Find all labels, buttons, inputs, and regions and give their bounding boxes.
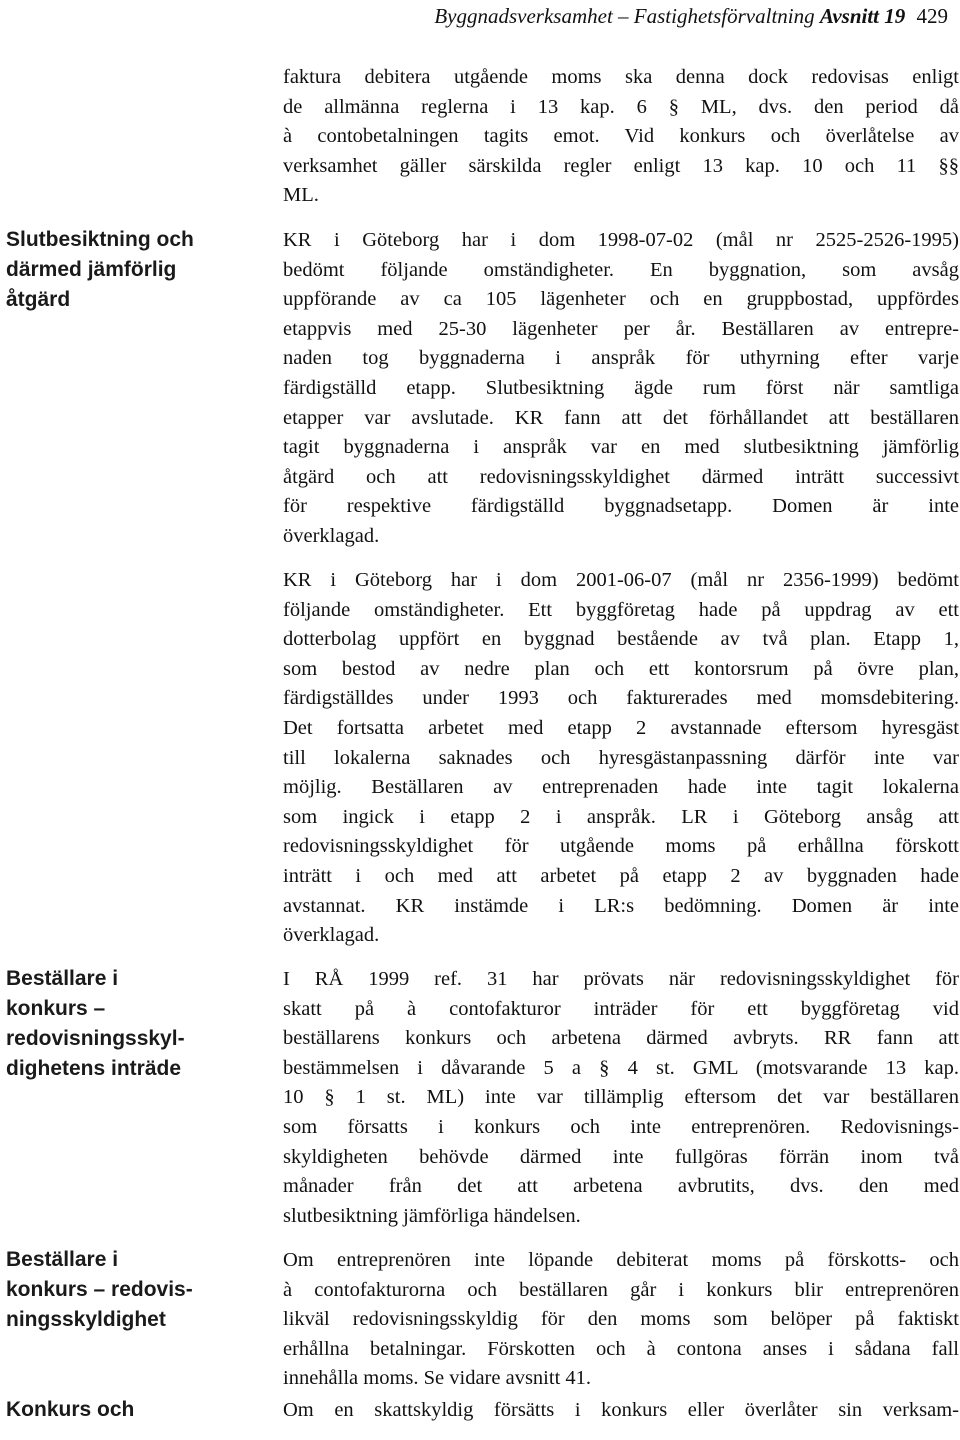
text-line: bedömt följande omständigheter. En byggnation, som avsåg: [283, 258, 959, 281]
text-line: dotterbolag uppfört en byggnad bestående av två plan. Etapp 1,: [283, 628, 959, 651]
paragraph: [283, 1246, 959, 1394]
text-line: tagit byggnaderna i anspråk var en med slutbesiktning jämförlig: [283, 436, 959, 459]
body-text: [283, 1396, 959, 1426]
text-line: Det fortsatta arbetet med etapp 2 avstannade eftersom hyresgäst: [283, 716, 959, 739]
text-line: skatt på à contofakturor inträder för ett byggföretag vid: [283, 997, 959, 1020]
text-line: à contobetalningen tagits emot. Vid konkurs och överlåtelse av: [283, 125, 959, 148]
text-line: KR i Göteborg har i dom 2001-06-07 (mål nr 2356-1999) bedömt: [283, 569, 959, 591]
body-text: [283, 566, 959, 951]
text-line: som bestod av nedre plan och ett kontorsrum på övre plan,: [283, 657, 959, 680]
text-line: avstannat. KR instämde i LR:s bedömning. Domen är inte: [283, 894, 959, 917]
paragraph: [283, 63, 959, 211]
paragraph: [283, 1396, 959, 1426]
text-line: för respektive färdigställd byggnadsetapp. Domen är inte: [283, 495, 959, 518]
text-line: som ingick i etapp 2 i anspråk. LR i Göteborg ansåg att: [283, 805, 959, 828]
body-text: [283, 965, 959, 1231]
text-line: faktura debitera utgående moms ska denna dock redovisas enligt: [283, 66, 959, 88]
margin-heading-line: redovisningsskyl-: [6, 1027, 185, 1050]
text-line: ML.: [283, 184, 319, 207]
body-text: [283, 63, 959, 211]
margin-heading-line: Konkurs och: [6, 1398, 135, 1421]
text-line: bestämmelsen i dåvarande 5 a § 4 st. GML (motsvarande 13 kap.: [283, 1056, 959, 1079]
text-line: åtgärd och att redovisningsskyldighet därmed inträtt successivt: [283, 465, 959, 488]
text-line: slutbesiktning jämförliga händelsen.: [283, 1204, 581, 1227]
text-line: I RÅ 1999 ref. 31 har prövats när redovisningsskyldighet för: [283, 968, 959, 990]
paragraph: [283, 965, 959, 1231]
text-line: naden tog byggnaderna i anspråk för uthyrning efter varje: [283, 347, 959, 370]
text-line: Om en skattskyldig försätts i konkurs eller överlåter sin verksam-: [283, 1399, 959, 1421]
margin-heading-line: Beställare i: [6, 1248, 119, 1271]
text-line: 10 § 1 st. ML) inte var tillämplig eftersom det var beställaren: [283, 1086, 959, 1109]
text-line: följande omständigheter. Ett byggföretag hade på uppdrag av ett: [283, 598, 959, 621]
text-line: de allmänna reglerna i 13 kap. 6 § ML, dvs. den period då: [283, 95, 959, 118]
running-header: [434, 4, 948, 29]
margin-heading-line: Beställare i: [6, 967, 119, 990]
body-text: [283, 1246, 959, 1394]
margin-heading-line: därmed jämförlig: [6, 258, 177, 281]
text-line: färdigställdes under 1993 och fakturerades med momsdebitering.: [283, 687, 959, 710]
text-line: erhållna betalningar. Förskotten och à contona anses i sådana fall: [283, 1337, 959, 1360]
text-line: överklagad.: [283, 924, 380, 947]
text-line: etapper var avslutade. KR fann att det förhållandet att beställaren: [283, 406, 959, 429]
text-line: innehålla moms. Se vidare avsnitt 41.: [283, 1367, 592, 1390]
header-title: Byggnadsverksamhet – Fastighetsförvaltning: [434, 4, 815, 28]
text-line: Om entreprenören inte löpande debiterat moms på förskotts- och: [283, 1249, 959, 1271]
margin-heading-line: åtgärd: [6, 288, 71, 311]
text-line: möjlig. Beställaren av entreprenaden hade inte tagit lokalerna: [283, 776, 959, 799]
text-line: månader från det att arbetena avbrutits, dvs. den med: [283, 1175, 959, 1198]
header-section: Avsnitt 19: [819, 4, 906, 28]
paragraph: [283, 226, 959, 552]
text-line: färdigställd etapp. Slutbesiktning ägde rum först när samtliga: [283, 376, 959, 399]
margin-heading-line: ningsskyldighet: [6, 1308, 166, 1331]
text-line: verksamhet gäller särskilda regler enligt 13 kap. 10 och 11 §§: [283, 154, 959, 177]
margin-heading-konkurs-och: [6, 1395, 216, 1425]
text-line: beställarens konkurs och arbetena därmed avbryts. RR fann att: [283, 1027, 959, 1050]
margin-heading-line: dighetens inträde: [6, 1057, 182, 1080]
margin-heading-line: konkurs – redovis-: [6, 1278, 193, 1301]
text-line: etappvis med 25-30 lägenheter per år. Beställaren av entrepre-: [283, 317, 959, 340]
margin-heading-bestallare-konkurs-skyldighet: [6, 1245, 216, 1335]
text-line: uppförande av ca 105 lägenheter och en gruppbostad, uppfördes: [283, 288, 959, 311]
margin-heading-slutbesiktning: [6, 225, 216, 315]
margin-heading-line: Slutbesiktning och: [6, 228, 194, 251]
body-text: [283, 226, 959, 552]
text-line: redovisningsskyldighet för utgående moms på erhållna förskott: [283, 835, 959, 858]
text-line: à contofakturorna och beställaren går i konkurs blir entreprenören: [283, 1278, 959, 1301]
margin-heading-line: konkurs –: [6, 997, 106, 1020]
text-line: till lokalerna saknades och hyresgästanpassning därför inte var: [283, 746, 959, 769]
text-line: som försatts i konkurs och inte entreprenören. Redovisnings-: [283, 1115, 959, 1138]
text-line: överklagad.: [283, 524, 380, 547]
text-line: KR i Göteborg har i dom 1998-07-02 (mål nr 2525-2526-1995): [283, 229, 959, 251]
paragraph: [283, 566, 959, 951]
text-line: skyldigheten behövde därmed inte fullgöras förrän inom två: [283, 1145, 959, 1168]
page-number: 429: [916, 4, 948, 28]
text-line: likväl redovisningsskyldig för den moms som belöper på faktiskt: [283, 1308, 959, 1331]
margin-heading-bestallare-konkurs-intrade: [6, 964, 216, 1084]
text-line: inträtt i och med att arbetet på etapp 2 av byggnaden hade: [283, 864, 959, 887]
